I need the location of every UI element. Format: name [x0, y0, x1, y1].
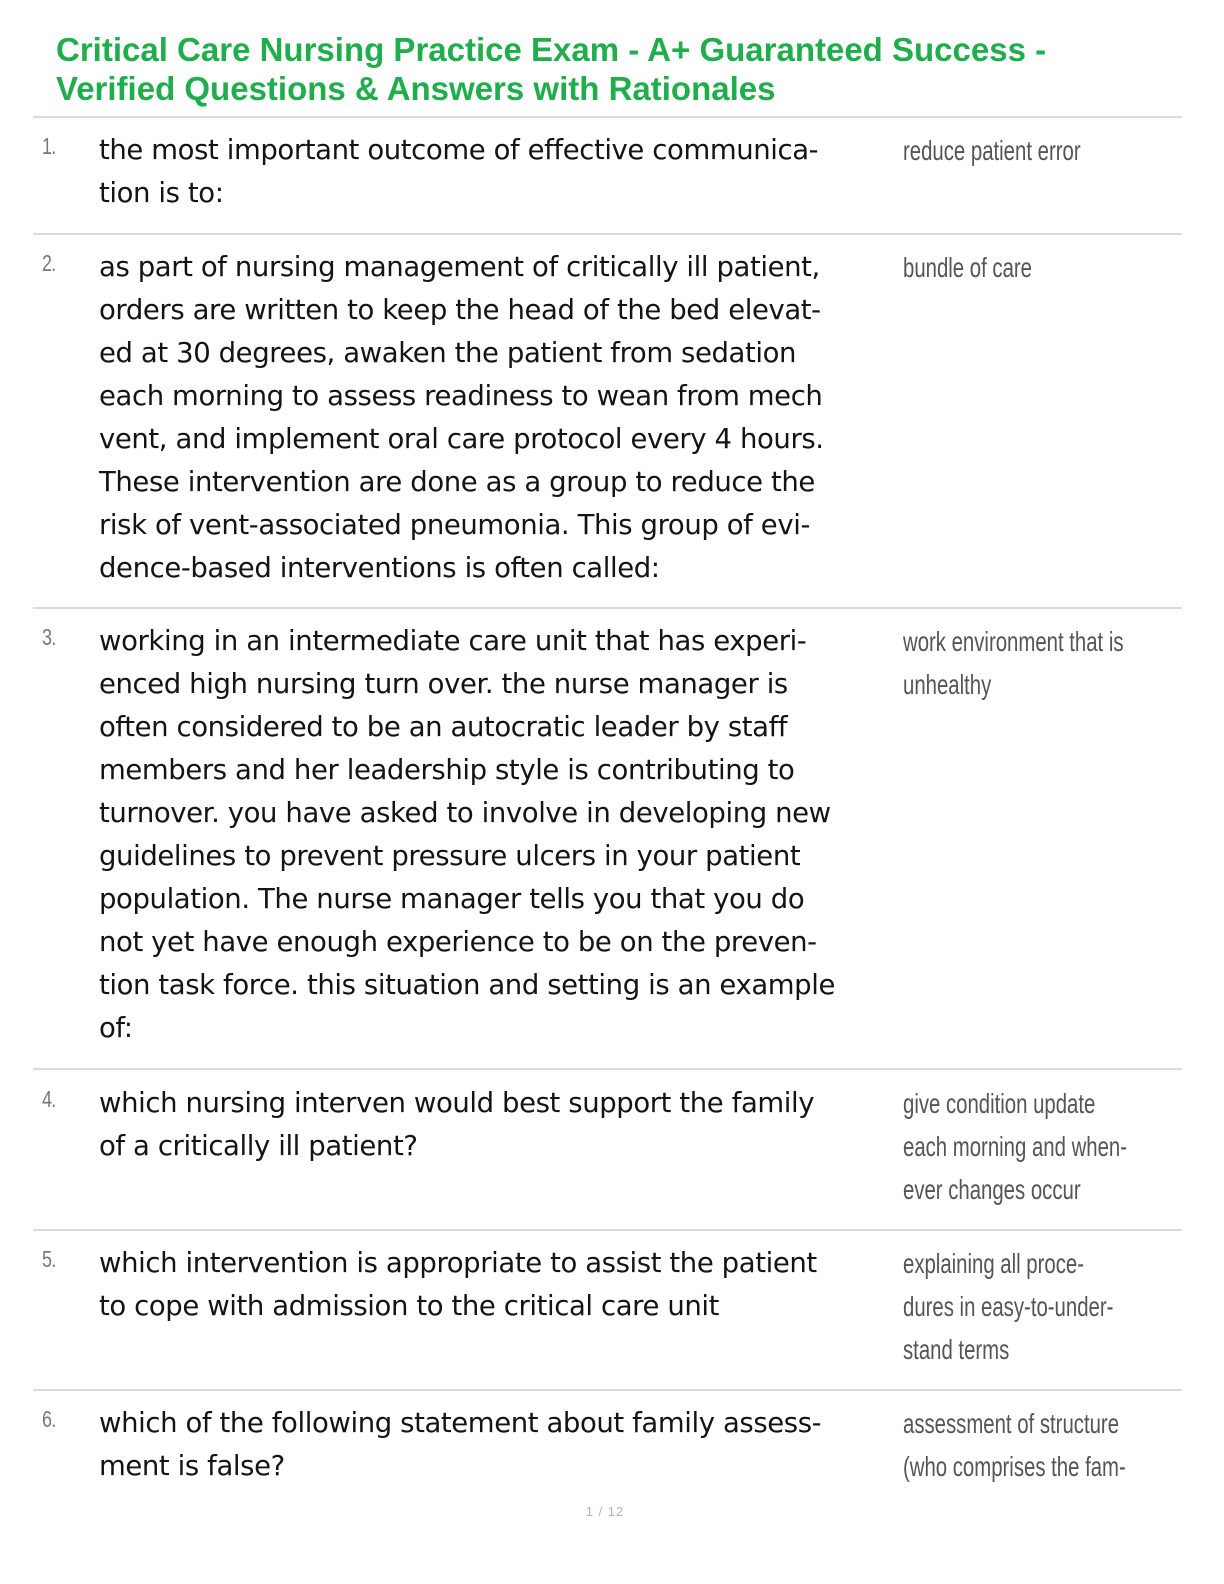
answer-text: explaining all proce- dures in easy-to-under- stand terms	[903, 1248, 1114, 1365]
question-number: 5.	[42, 1246, 56, 1272]
answer-text: assessment of structure (who comprises the fam-	[903, 1408, 1126, 1482]
title-line: Critical Care Nursing Practice Exam - A+ Guaranteed Success -	[56, 31, 1047, 68]
question-number: 6.	[42, 1406, 56, 1432]
title-line: Verified Questions & Answers with Rationales	[56, 70, 776, 107]
divider	[33, 1068, 1182, 1070]
question-number: 1.	[42, 133, 56, 159]
question-number: 3.	[42, 624, 56, 650]
page-number: 1 / 12	[585, 1504, 625, 1519]
question-text: the most important outcome of effective communica- tion is to:	[99, 134, 819, 209]
divider	[33, 233, 1182, 235]
question-text: which nursing interven would best support the family of a critically ill patient?	[99, 1087, 815, 1162]
question-number: 4.	[42, 1086, 56, 1112]
question-text: working in an intermediate care unit that has experi- enced high nursing turn over. the nurse manager is often considered to be an autocratic leader by staff members and her leadership style is contributing to turnover. you have asked to involve in developing new guidelines to prevent pressure ulcers in your patient population. The nurse manager tells you that you do not yet have enough experience to be on the preven- tion task force. this situation and setting is an example of:	[99, 625, 836, 1044]
question-text: which of the following statement about family assess- ment is false?	[99, 1407, 822, 1482]
page-title	[56, 30, 1176, 108]
divider	[33, 1229, 1182, 1231]
answer-text: work environment that is unhealthy	[903, 626, 1124, 700]
question-text: as part of nursing management of critically ill patient, orders are written to keep the head of the bed elevat- ed at 30 degrees, awaken the patient from sedation each morning to assess readiness to wean from mech vent, and implement oral care protocol every 4 hours. These intervention are done as a group to reduce the risk of vent-associated pneumonia. This group of evi- dence-based interventions is often called:	[99, 251, 824, 584]
question-text: which intervention is appropriate to assist the patient to cope with admission to the critical care unit	[99, 1247, 817, 1322]
divider	[33, 607, 1182, 609]
answer-text: give condition update each morning and when- ever changes occur	[903, 1088, 1128, 1205]
divider	[33, 1389, 1182, 1391]
divider	[33, 116, 1182, 118]
question-number: 2.	[42, 250, 56, 276]
answer-text: reduce patient error	[903, 135, 1081, 166]
answer-text: bundle of care	[903, 252, 1032, 283]
